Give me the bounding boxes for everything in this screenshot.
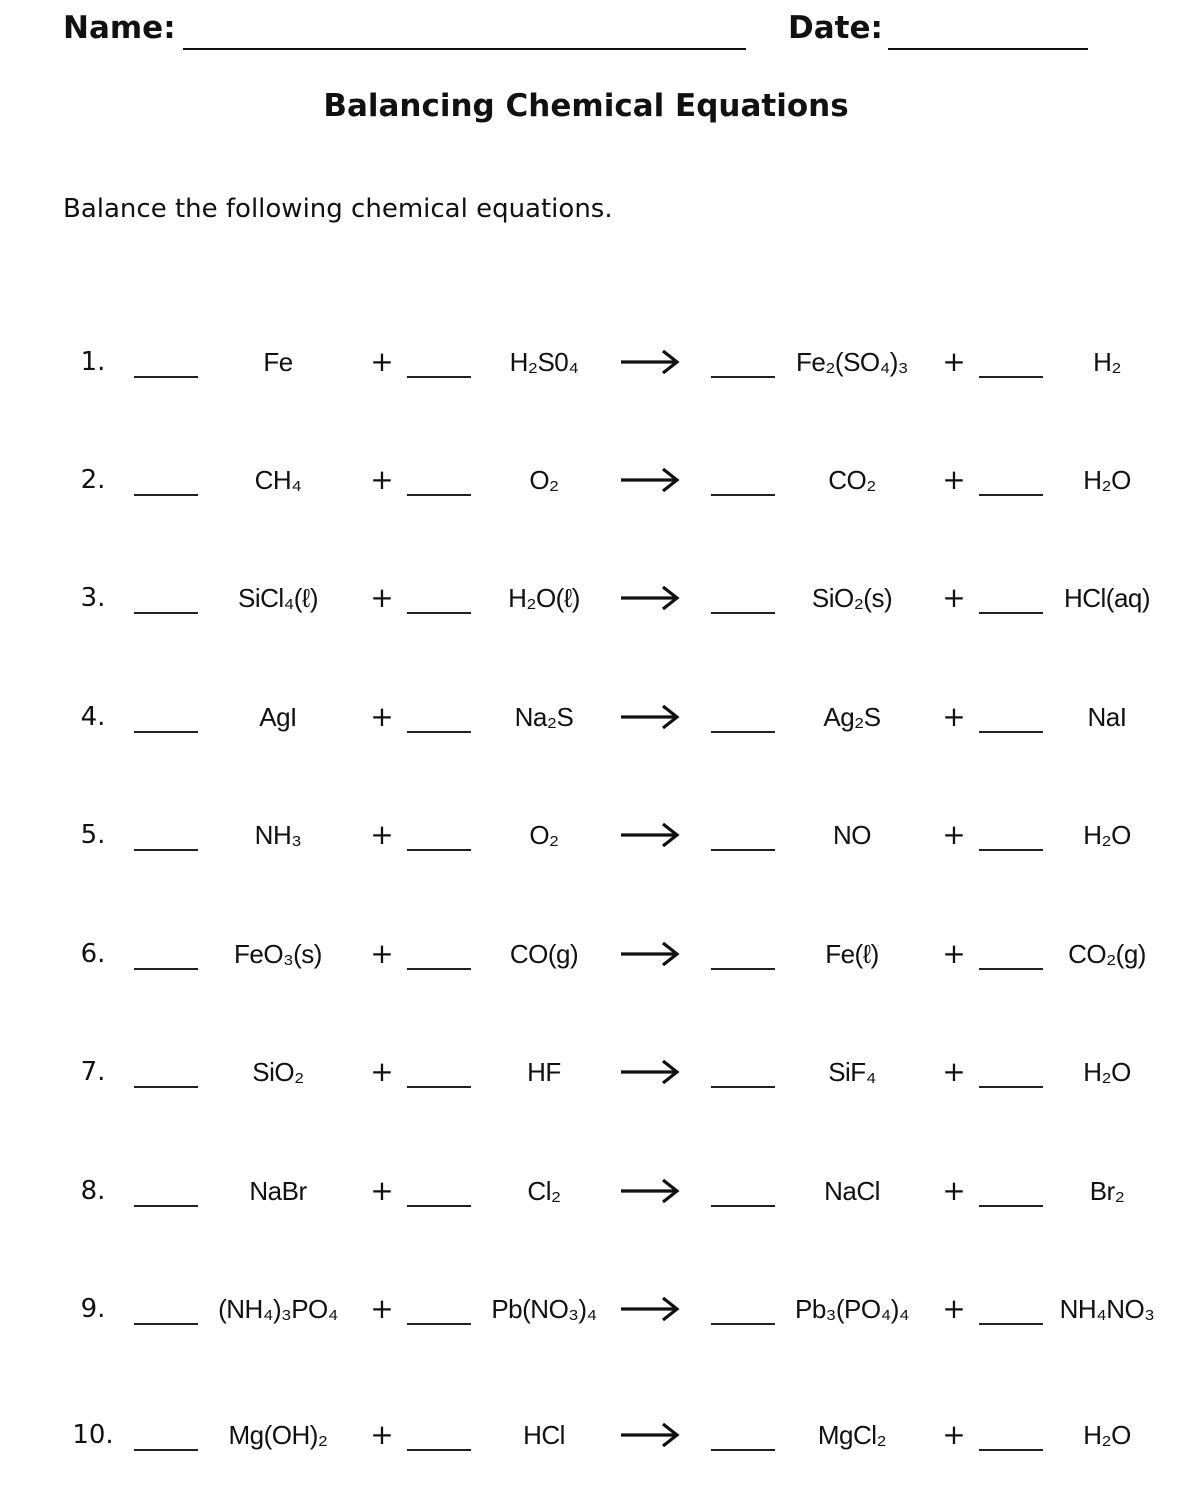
equation-number: 7.	[80, 1057, 106, 1087]
plus-sign: +	[942, 700, 966, 733]
coefficient-blank-3[interactable]	[711, 849, 775, 851]
reactant-2: O₂	[529, 465, 559, 495]
product-1: NO	[833, 820, 871, 850]
coefficient-blank-3[interactable]	[711, 1323, 775, 1325]
equation-row	[0, 450, 1200, 510]
plus-sign: +	[370, 937, 394, 970]
coefficient-blank-2[interactable]	[407, 1086, 471, 1088]
coefficient-blank-2[interactable]	[407, 731, 471, 733]
coefficient-blank-1[interactable]	[134, 1323, 198, 1325]
equation-number: 5.	[80, 820, 106, 850]
coefficient-blank-3[interactable]	[711, 612, 775, 614]
coefficient-blank-1[interactable]	[134, 494, 198, 496]
product-2: NaI	[1087, 702, 1127, 732]
equation-number: 8.	[80, 1176, 106, 1206]
reactant-1: Mg(OH)₂	[228, 1420, 328, 1450]
plus-sign: +	[942, 1418, 966, 1451]
equation-row	[0, 805, 1200, 865]
product-2: CO₂(g)	[1068, 939, 1146, 969]
reactant-1: AgI	[259, 702, 297, 732]
equation-number: 3.	[80, 583, 106, 613]
product-2: H₂O	[1083, 820, 1131, 850]
worksheet-title: Balancing Chemical Equations	[323, 88, 849, 124]
plus-sign: +	[942, 1174, 966, 1207]
plus-sign: +	[370, 700, 394, 733]
equation-number: 10.	[72, 1420, 114, 1450]
plus-sign: +	[370, 1418, 394, 1451]
reactant-2: H₂O(ℓ)	[508, 583, 580, 613]
product-1: Fe₂(SO₄)₃	[795, 347, 909, 377]
reactant-2: HCl	[523, 1420, 565, 1450]
reactant-1: FeO₃(s)	[234, 939, 322, 969]
coefficient-blank-4[interactable]	[979, 1449, 1043, 1451]
reactant-2: Pb(NO₃)₄	[491, 1294, 597, 1324]
reactant-2: CO(g)	[509, 939, 579, 969]
coefficient-blank-2[interactable]	[407, 968, 471, 970]
coefficient-blank-2[interactable]	[407, 849, 471, 851]
instructions-text: Balance the following chemical equations.	[63, 194, 613, 224]
coefficient-blank-3[interactable]	[711, 376, 775, 378]
right-arrow-icon	[619, 464, 681, 500]
coefficient-blank-3[interactable]	[711, 968, 775, 970]
right-arrow-icon	[619, 1419, 681, 1455]
equation-number: 9.	[80, 1294, 106, 1324]
plus-sign: +	[942, 1055, 966, 1088]
product-2: NH₄NO₃	[1059, 1294, 1155, 1324]
equation-row	[0, 1279, 1200, 1339]
product-1: Pb₃(PO₄)₄	[795, 1294, 909, 1324]
plus-sign: +	[942, 937, 966, 970]
product-1: Fe(ℓ)	[825, 939, 879, 969]
plus-sign: +	[942, 463, 966, 496]
right-arrow-icon	[619, 582, 681, 618]
coefficient-blank-2[interactable]	[407, 1449, 471, 1451]
coefficient-blank-2[interactable]	[407, 1205, 471, 1207]
product-2: Br₂	[1089, 1176, 1125, 1206]
product-1: SiO₂(s)	[811, 583, 893, 613]
coefficient-blank-1[interactable]	[134, 968, 198, 970]
right-arrow-icon	[619, 346, 681, 382]
reactant-1: NH₃	[254, 820, 302, 850]
coefficient-blank-1[interactable]	[134, 612, 198, 614]
reactant-1: SiCl₄(ℓ)	[237, 583, 318, 613]
name-label: Name:	[63, 10, 176, 46]
coefficient-blank-2[interactable]	[407, 1323, 471, 1325]
equation-number: 6.	[80, 939, 106, 969]
product-1: SiF₄	[828, 1057, 876, 1087]
coefficient-blank-3[interactable]	[711, 494, 775, 496]
coefficient-blank-4[interactable]	[979, 1086, 1043, 1088]
coefficient-blank-3[interactable]	[711, 1449, 775, 1451]
right-arrow-icon	[619, 701, 681, 737]
equation-row	[0, 568, 1200, 628]
reactant-1: (NH₄)₃PO₄	[218, 1294, 338, 1324]
right-arrow-icon	[619, 1056, 681, 1092]
product-2: H₂	[1093, 347, 1121, 377]
equation-row	[0, 1042, 1200, 1102]
plus-sign: +	[942, 818, 966, 851]
coefficient-blank-1[interactable]	[134, 731, 198, 733]
right-arrow-icon	[619, 938, 681, 974]
equation-row	[0, 1161, 1200, 1221]
coefficient-blank-3[interactable]	[711, 1086, 775, 1088]
equation-row	[0, 1405, 1200, 1465]
coefficient-blank-1[interactable]	[134, 849, 198, 851]
reactant-2: Na₂S	[514, 702, 574, 732]
plus-sign: +	[370, 1292, 394, 1325]
reactant-1: Fe	[263, 347, 293, 377]
coefficient-blank-1[interactable]	[134, 1086, 198, 1088]
equation-number: 4.	[80, 702, 106, 732]
plus-sign: +	[370, 1055, 394, 1088]
coefficient-blank-4[interactable]	[979, 968, 1043, 970]
coefficient-blank-3[interactable]	[711, 731, 775, 733]
reactant-2: O₂	[529, 820, 559, 850]
right-arrow-icon	[619, 819, 681, 855]
reactant-1: CH₄	[254, 465, 302, 495]
reactant-1: SiO₂	[252, 1057, 304, 1087]
coefficient-blank-4[interactable]	[979, 376, 1043, 378]
plus-sign: +	[942, 345, 966, 378]
equation-number: 2.	[80, 465, 106, 495]
product-1: Ag₂S	[823, 702, 881, 732]
plus-sign: +	[370, 345, 394, 378]
coefficient-blank-1[interactable]	[134, 1449, 198, 1451]
product-1: CO₂	[828, 465, 876, 495]
plus-sign: +	[370, 1174, 394, 1207]
plus-sign: +	[370, 818, 394, 851]
product-2: H₂O	[1083, 1057, 1131, 1087]
coefficient-blank-4[interactable]	[979, 1205, 1043, 1207]
coefficient-blank-2[interactable]	[407, 494, 471, 496]
product-2: H₂O	[1083, 465, 1131, 495]
coefficient-blank-4[interactable]	[979, 494, 1043, 496]
name-field[interactable]	[183, 48, 746, 50]
coefficient-blank-3[interactable]	[711, 1205, 775, 1207]
coefficient-blank-1[interactable]	[134, 376, 198, 378]
date-field[interactable]	[888, 48, 1088, 50]
product-1: NaCl	[824, 1176, 880, 1206]
plus-sign: +	[370, 463, 394, 496]
equation-row	[0, 332, 1200, 392]
coefficient-blank-4[interactable]	[979, 1323, 1043, 1325]
reactant-2: H₂S0₄	[509, 347, 579, 377]
right-arrow-icon	[619, 1293, 681, 1329]
date-label: Date:	[788, 10, 883, 46]
right-arrow-icon	[619, 1175, 681, 1211]
equation-row	[0, 687, 1200, 747]
equation-row	[0, 924, 1200, 984]
coefficient-blank-2[interactable]	[407, 376, 471, 378]
reactant-2: HF	[527, 1057, 561, 1087]
plus-sign: +	[942, 581, 966, 614]
coefficient-blank-4[interactable]	[979, 849, 1043, 851]
coefficient-blank-2[interactable]	[407, 612, 471, 614]
plus-sign: +	[370, 581, 394, 614]
reactant-2: Cl₂	[527, 1176, 561, 1206]
product-2: H₂O	[1083, 1420, 1131, 1450]
equation-number: 1.	[80, 347, 106, 377]
plus-sign: +	[942, 1292, 966, 1325]
coefficient-blank-4[interactable]	[979, 731, 1043, 733]
product-1: MgCl₂	[817, 1420, 887, 1450]
product-2: HCl(aq)	[1063, 583, 1151, 613]
reactant-1: NaBr	[249, 1176, 307, 1206]
coefficient-blank-1[interactable]	[134, 1205, 198, 1207]
coefficient-blank-4[interactable]	[979, 612, 1043, 614]
